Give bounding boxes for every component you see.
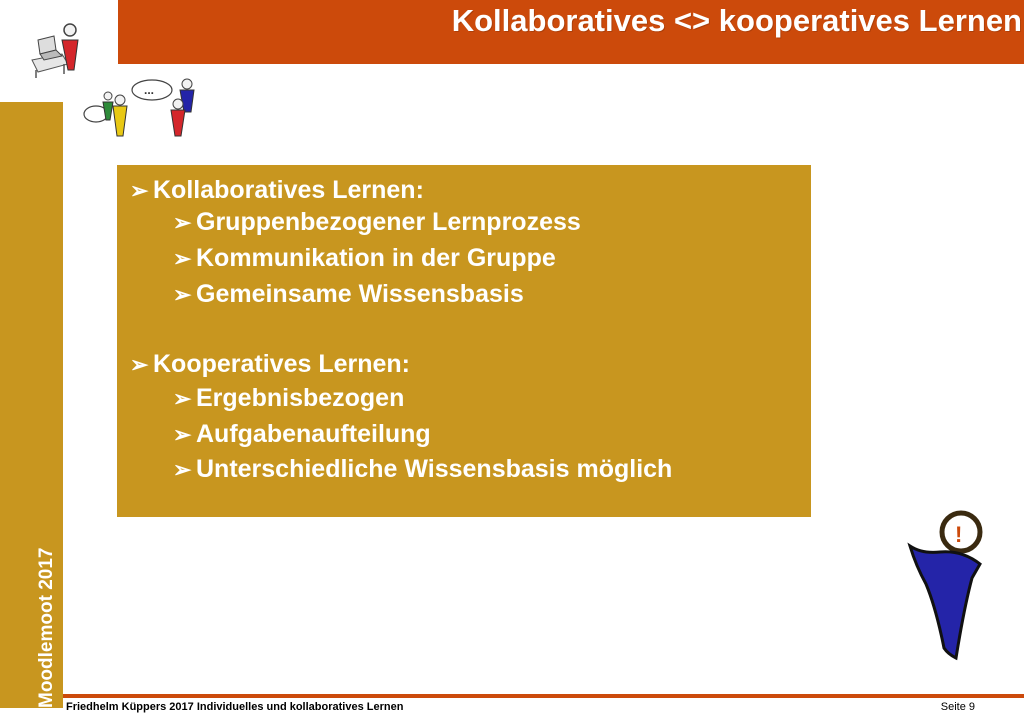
bullet-arrow-icon: ➢ [130, 352, 149, 377]
exclamation-figure-icon [900, 508, 990, 664]
page-number: Seite 9 [940, 701, 975, 713]
slide-title: Kollaboratives <> kooperatives Lernen [451, 3, 1022, 38]
content-box [117, 165, 811, 517]
bullet-item: ➢ Kommunikation in der Gruppe [173, 244, 556, 272]
bullet-arrow-icon: ➢ [173, 422, 192, 447]
bullet-heading: ➢ Kollaboratives Lernen: [130, 176, 424, 204]
bullet-item: ➢ Unterschiedliche Wissensbasis möglich [173, 455, 673, 483]
footer-author: Friedhelm Küppers 2017 Individuelles und kollaboratives Lernen [66, 701, 404, 713]
exclamation-text: ! [955, 522, 963, 547]
bullet-arrow-icon: ➢ [173, 210, 192, 235]
sidebar-label: Moodlemoot 2017 [36, 547, 57, 708]
bullet-arrow-icon: ➢ [130, 178, 149, 203]
bullet-arrow-icon: ➢ [173, 246, 192, 271]
bullet-item: ➢ Aufgabenaufteilung [173, 420, 431, 448]
group-discussion-icon [82, 76, 202, 140]
bullet-arrow-icon: ➢ [173, 457, 192, 482]
bullet-arrow-icon: ➢ [173, 386, 192, 411]
bullet-item: ➢ Ergebnisbezogen [173, 384, 405, 412]
speech-bubble-text: ... [144, 83, 155, 97]
bullet-arrow-icon: ➢ [173, 282, 192, 307]
footer-divider [63, 694, 1024, 698]
title-bar [118, 0, 1024, 64]
bullet-item: ➢ Gruppenbezogener Lernprozess [173, 208, 581, 236]
person-at-desk-icon [28, 20, 90, 78]
bullet-heading: ➢ Kooperatives Lernen: [130, 350, 411, 378]
bullet-item: ➢ Gemeinsame Wissensbasis [173, 280, 524, 308]
